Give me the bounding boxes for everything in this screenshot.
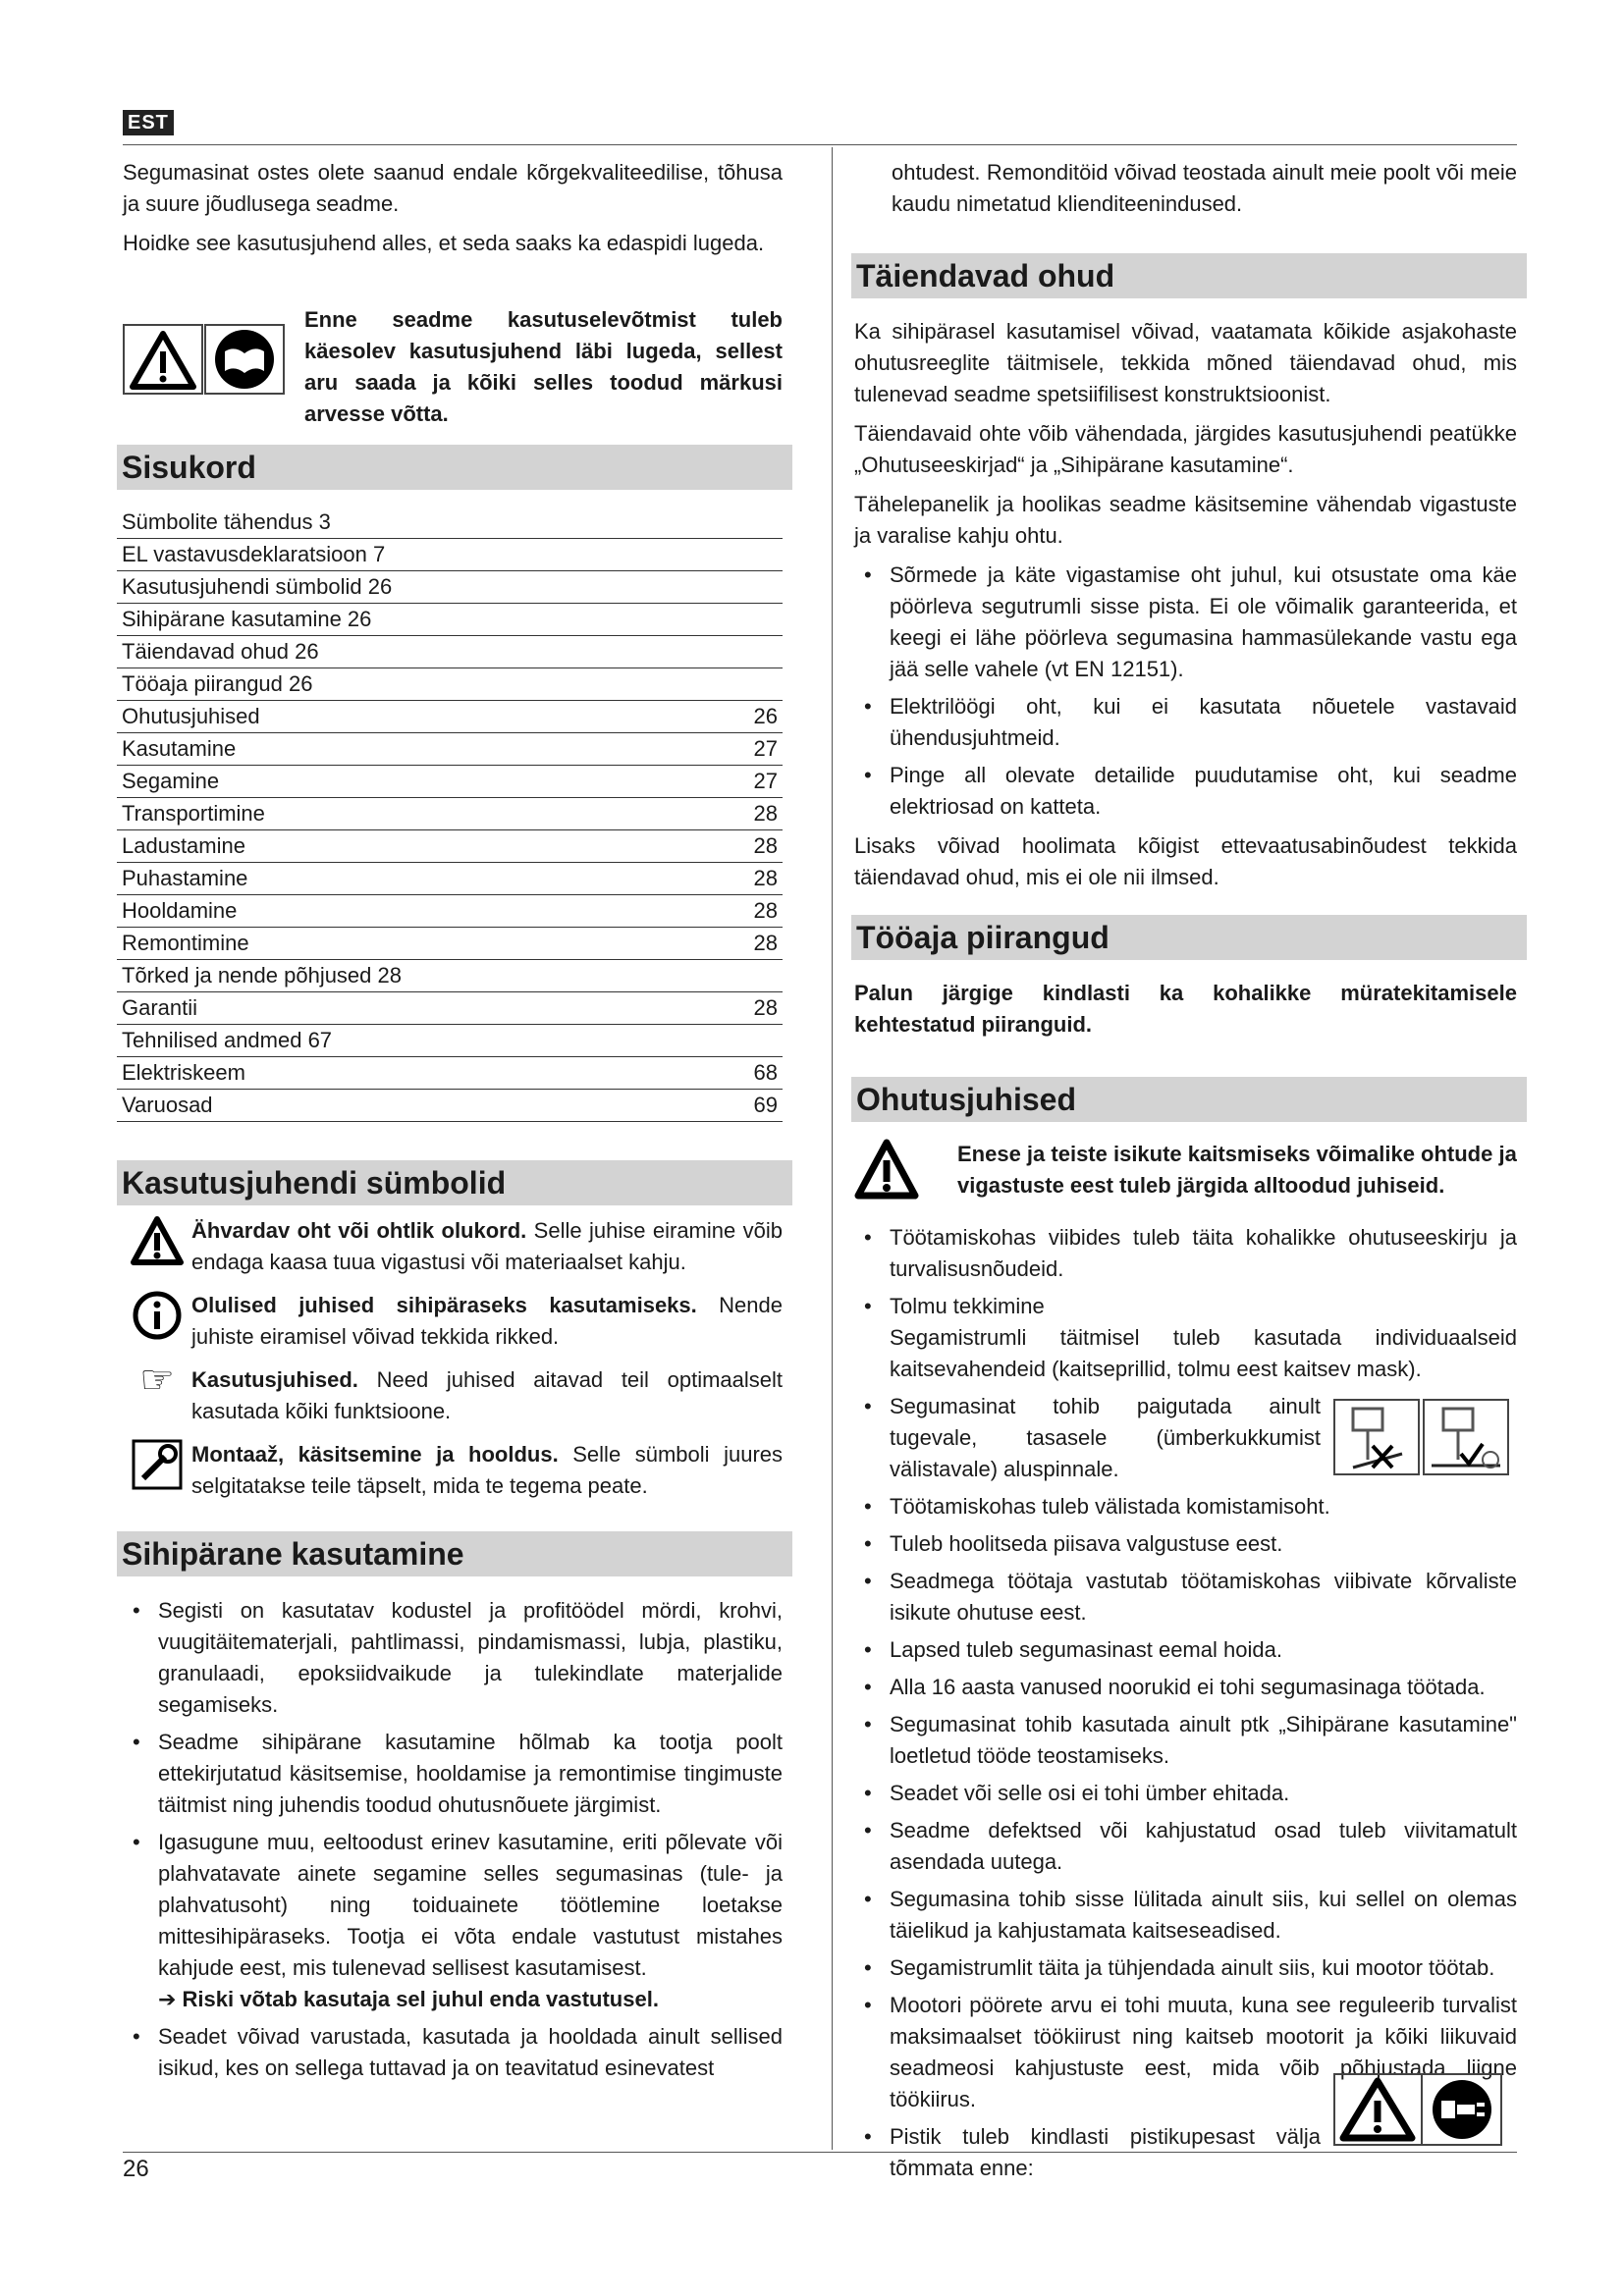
toc-page: 28 xyxy=(753,995,778,1020)
list-item: • Seadme sihipärane kasutamine hõlmab ka tootja poolt ettekirjutatud käsitsemise, hooldamise ja remontimise tingimuste täitmist ning juhendis toodud ohutusnõuete järgimist. xyxy=(123,1727,783,1821)
warning-icon xyxy=(123,1215,191,1266)
safety-notice: Enese ja teiste isikute kaitsmiseks võimalike ohtude ja vigastuste eest tuleb järgida alltoodud juhiseid. xyxy=(957,1142,1517,1198)
toc-row xyxy=(117,895,783,928)
toc-page: 69 xyxy=(753,1093,778,1117)
toc-row xyxy=(117,960,783,992)
intended-use-list xyxy=(123,1595,783,2090)
toc-label: Puhastamine xyxy=(122,866,248,890)
list-item: • Töötamiskohas viibides tuleb täita kohalikke ohutuseeskirju ja turvalisusnõudeid. xyxy=(854,1222,1517,1285)
list-item: • Töötamiskohas tuleb välistada komistamisoht. xyxy=(854,1491,1517,1522)
list-item: • Seadet võivad varustada, kasutada ja hooldada ainult sellised isikud, kes on sellega tuttavad ja on teavitatud esinevatest xyxy=(123,2021,783,2084)
toc-page: 27 xyxy=(753,736,778,761)
language-badge: EST xyxy=(123,110,174,135)
dust-note: Segamistrumli täitmisel tuleb kasutada individuaalseid kaitsevahendeid (kaitseprillid, tolmu eest kaitsev mask). xyxy=(890,1325,1517,1381)
toc-row xyxy=(117,798,783,830)
paragraph: Täiendavaid ohte võib vähendada, järgides kasutusjuhendi peatükke „Ohutuseeskirjad“ ja „Sihipärane kasutamine“. xyxy=(854,421,1517,477)
pointing-hand-icon: ☞ xyxy=(139,1359,175,1402)
toc-page: 28 xyxy=(753,833,778,858)
section-heading: Tööaja piirangud xyxy=(851,915,1527,960)
list-item: • Igasugune muu, eeltoodust erinev kasutamine, eriti põlevate või plahvatavate ainete segamine selles segumasinas (tule- ja plahvatusoht) ning toiduainete töötlemine loetakse mittesihipäraseks. Tootja ei võta endale vastutust mistahes kahjude eest, mis tulenevad sellisest kasutamisest. ➔ Riski võtab kasutaja sel juhul enda vastutusel. xyxy=(123,1827,783,2015)
section-heading: Kasutusjuhendi sümbolid xyxy=(117,1160,792,1205)
top-rule xyxy=(123,144,1517,145)
toc-row xyxy=(117,766,783,798)
table-of-contents xyxy=(117,507,783,1122)
toc-row xyxy=(117,1025,783,1057)
toc-row xyxy=(117,701,783,733)
toc-label: Transportimine xyxy=(122,801,265,826)
toc-row xyxy=(117,571,783,604)
paragraph: Tähelepanelik ja hoolikas seadme käsitsemine vähendab vigastuste ja varalise kahju ohtu. xyxy=(854,492,1517,548)
toc-row xyxy=(117,830,783,863)
list-item: • Sõrmede ja käte vigastamise oht juhul, kui otsustate oma käe pöörleva segutrumli sisse pista. Ei ole võimalik garanteerida, et keegi ei lähe pöörleva segumasina hammasülekande vastu ega jää selle vahele (vt EN 12151). xyxy=(854,560,1517,685)
list-item: • Seadme defektsed või kahjustatud osad tuleb viivitamatult asendada uutega. xyxy=(854,1815,1517,1878)
section-heading: Täiendavad ohud xyxy=(851,253,1527,298)
toc-label: EL vastavusdeklaratsioon 7 xyxy=(122,542,386,566)
symbol-text: Selle sümboli juures selgitatakse teile täpselt, mida te tegema peate. xyxy=(191,1442,784,1498)
toc-label: Garantii xyxy=(122,995,198,1020)
symbol-row xyxy=(123,1359,783,1427)
symbols-list xyxy=(123,1215,783,1514)
list-item: • Segumasinat tohib paigutada ainult tugevale, tasasele (ümberkukkumist välistavale) aluspinnale. xyxy=(854,1391,1517,1485)
list-item: • Lapsed tuleb segumasinast eemal hoida. xyxy=(854,1634,1517,1666)
symbol-row xyxy=(123,1215,783,1278)
list-item: • Tolmu tekkimine Segamistrumli täitmisel tuleb kasutada individuaalseid kaitsevahendeid (kaitseprillid, tolmu eest kaitsev mask). xyxy=(854,1291,1517,1385)
symbol-text: Nende juhiste eiramisel võivad tekkida rikked. xyxy=(191,1293,783,1349)
list-item: • Seadet või selle osi ei tohi ümber ehitada. xyxy=(854,1778,1517,1809)
toc-label: Täiendavad ohud 26 xyxy=(122,639,319,664)
risk-note: ➔ Riski võtab kasutaja sel juhul enda vastutusel. xyxy=(158,1987,659,2011)
toc-row xyxy=(117,863,783,895)
unplug-warning-icons xyxy=(1333,2073,1502,2151)
toc-row xyxy=(117,539,783,571)
toc-row xyxy=(117,604,783,636)
symbol-title: Olulised juhised sihipäraseks kasutamiseks. xyxy=(191,1293,697,1317)
toc-label: Tehnilised andmed 67 xyxy=(122,1028,333,1052)
symbol-text: Need juhised aitavad teil optimaalselt kasutada kõiki funktsioone. xyxy=(191,1367,783,1423)
section-heading: Sisukord xyxy=(117,445,792,490)
toc-label: Remontimine xyxy=(122,931,249,955)
symbol-row xyxy=(123,1290,783,1353)
page-number: 26 xyxy=(123,2156,149,2182)
list-item: • Mootori pöörete arvu ei tohi muuta, kuna see reguleerib turvalist maksimaalset töökiirust ning kaitseb mootorit ja kõiki liikuvaid seadmeosi kahjustuste eest, mida võib põhjustada liigne töökiirus. xyxy=(854,1990,1517,2115)
symbol-text: Selle juhise eiramine võib endaga kaasa tuua vigastusi või materiaalset kahju. xyxy=(191,1218,783,1274)
toc-label: Kasutamine xyxy=(122,736,237,761)
intro-block xyxy=(123,157,783,267)
symbol-title: Kasutusjuhised. xyxy=(191,1367,358,1392)
toc-label: Varuosad xyxy=(122,1093,213,1117)
intro-paragraph: Segumasinat ostes olete saanud endale kõrgekvaliteedilise, tõhusa ja suure jõudlusega seadme. xyxy=(123,160,783,216)
toc-row xyxy=(117,1090,783,1122)
list-item: • Pistik tuleb kindlasti pistikupesast välja tõmmata enne: xyxy=(854,2121,1517,2184)
toc-label: Tõrked ja nende põhjused 28 xyxy=(122,963,402,988)
toc-label: Sümbolite tähendus 3 xyxy=(122,509,331,534)
info-icon xyxy=(123,1290,191,1341)
toc-page: 28 xyxy=(753,801,778,826)
symbol-title: Montaaž, käsitsemine ja hooldus. xyxy=(191,1442,559,1467)
toc-row xyxy=(117,507,783,539)
toc-page: 28 xyxy=(753,931,778,955)
toc-page: 28 xyxy=(753,898,778,923)
toc-row xyxy=(117,668,783,701)
toc-label: Kasutusjuhendi sümbolid 26 xyxy=(122,574,393,599)
symbol-row xyxy=(123,1439,783,1502)
list-item: • Segisti on kasutatav kodustel ja profitöödel mördi, krohvi, vuugitäitematerjali, pahtlimassi, pindamismassi, lubja, plastiku, granulaadi, epoksiidvaikude ja tulekindlate materjalide segamiseks. xyxy=(123,1595,783,1721)
list-item: • Segumasinat tohib kasutada ainult ptk „Sihipärane kasutamine" loetletud tööde teostamiseks. xyxy=(854,1709,1517,1772)
toc-page: 28 xyxy=(753,866,778,890)
toc-page: 26 xyxy=(753,704,778,728)
toc-row xyxy=(117,992,783,1025)
warning-book-icon xyxy=(123,324,285,395)
toc-row xyxy=(117,636,783,668)
symbol-title: Ähvardav oht või ohtlik olukord. xyxy=(191,1218,527,1243)
toc-label: Tööaja piirangud 26 xyxy=(122,671,313,696)
list-item: • Seadmega töötaja vastutab töötamiskohas viibivate kõrvaliste isikute ohutuse eest. xyxy=(854,1566,1517,1629)
list-item: • Pinge all olevate detailide puudutamise oht, kui seadme elektriosad on katteta. xyxy=(854,760,1517,823)
read-manual-icons xyxy=(123,324,285,395)
list-item: • Alla 16 aasta vanused noorukid ei tohi segumasinaga töötada. xyxy=(854,1672,1517,1703)
toc-page: 27 xyxy=(753,769,778,793)
placement-illustration xyxy=(1333,1399,1510,1480)
toc-label: Hooldamine xyxy=(122,898,238,923)
warning-icon xyxy=(854,1139,919,1204)
toc-page: 68 xyxy=(753,1060,778,1085)
section-heading: Ohutusjuhised xyxy=(851,1077,1527,1122)
toc-label: Ohutusjuhised xyxy=(122,704,260,728)
paragraph: Lisaks võivad hoolimata kõigist ettevaatusabinõudest tekkida täiendavad ohud, mis ei ole nii ilmsed. xyxy=(854,833,1517,889)
list-item: • Elektrilöögi oht, kui ei kasutata nõuetele vastavaid ühendusjuhtmeid. xyxy=(854,691,1517,754)
list-item: • Segamistrumlit täita ja tühjendada ainult siis, kui mootor töötab. xyxy=(854,1952,1517,1984)
intro-paragraph: Hoidke see kasutusjuhend alles, et seda saaks ka edaspidi lugeda. xyxy=(123,231,765,255)
safety-list xyxy=(854,1222,1517,2190)
toc-label: Segamine xyxy=(122,769,220,793)
toc-row xyxy=(117,733,783,766)
toc-row xyxy=(117,1057,783,1090)
list-item: • Tuleb hoolitseda piisava valgustuse eest. xyxy=(854,1528,1517,1560)
section-heading: Sihipärane kasutamine xyxy=(117,1531,792,1576)
additional-risks xyxy=(854,316,1517,901)
wrench-icon xyxy=(123,1439,191,1490)
toc-label: Elektriskeem xyxy=(122,1060,245,1085)
toc-label: Ladustamine xyxy=(122,833,245,858)
list-item: • Segumasina tohib sisse lülitada ainult siis, kui sellel on olemas täielikud ja kahjustamata kaitseseadised. xyxy=(854,1884,1517,1947)
toc-label: Sihipärane kasutamine 26 xyxy=(122,607,372,631)
column-divider xyxy=(832,147,833,2150)
continued-text: ohtudest. Remonditöid võivad teostada ainult meie poolt või meie kaudu nimetatud klienditeenindused. xyxy=(892,160,1517,216)
paragraph: Ka sihipärasel kasutamisel võivad, vaatamata kõikide asjakohaste ohutusreeglite täitmisele, tekkida mõned täiendavad ohud, mis tulenevad seadme spetsiifilisest konstruktsioonist. xyxy=(854,319,1517,406)
notice-text: Enne seadme kasutuselevõtmist tuleb käesolev kasutusjuhend läbi lugeda, sellest aru saada ja kõiki selles toodud märkusi arvesse võtta. xyxy=(304,307,783,426)
toc-row xyxy=(117,928,783,960)
work-time-text: Palun järgige kindlasti ka kohalikke müratekitamisele kehtestatud piiranguid. xyxy=(854,981,1517,1037)
